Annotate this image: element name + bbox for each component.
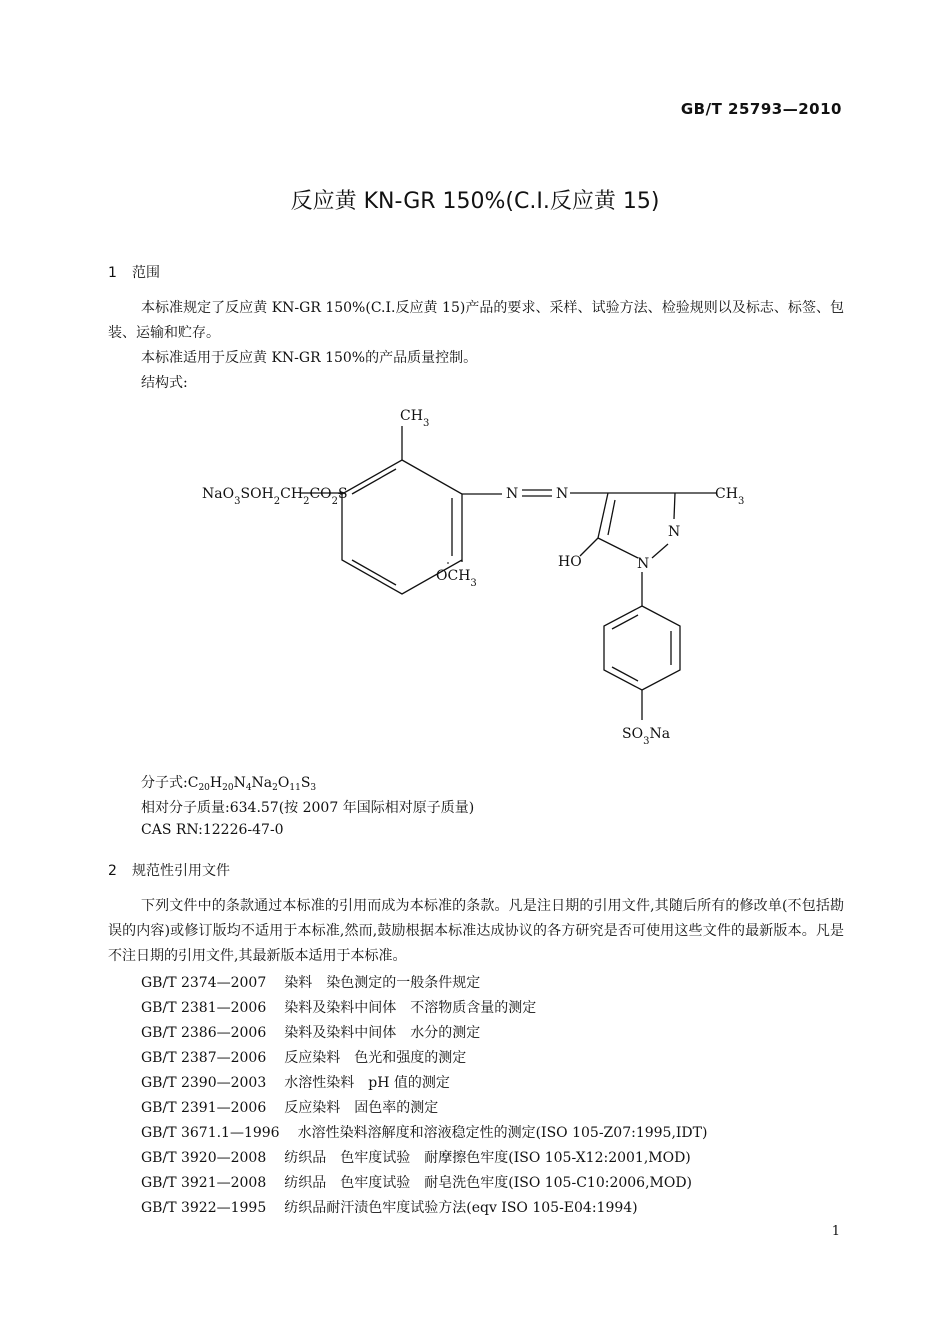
reference-title: 纺织品耐汗渍色牢度试验方法(eqv ISO 105-E04:1994): [284, 1200, 638, 1216]
section-2-heading: [108, 860, 230, 880]
section-number: 1: [108, 265, 117, 281]
references-intro: 下列文件中的条款通过本标准的引用而成为本标准的条款。凡是注日期的引用文件,其随后所有的修改单(不包括勘误的内容)或修订版均不适用于本标准,然而,鼓励根据本标准达成协议的各方研究是否可使用这些文件的最新版本。凡是不注日期的引用文件,其最新版本适用于本标准。: [108, 898, 844, 964]
structure-label: 结构式:: [141, 375, 188, 391]
reference-title: 染料及染料中间体 水分的测定: [284, 1025, 481, 1041]
reference-row: [141, 1197, 638, 1217]
reference-row: [141, 997, 536, 1017]
reference-code: GB/T 2374—2007: [141, 975, 267, 991]
reference-row: [141, 1147, 691, 1167]
formula-element: N: [233, 775, 246, 791]
reference-title: 纺织品 色牢度试验 耐摩擦色牢度(ISO 105-X12:2001,MOD): [284, 1150, 691, 1166]
reference-code: GB/T 2387—2006: [141, 1050, 267, 1066]
reference-code: GB/T 3920—2008: [141, 1150, 267, 1166]
reference-code: GB/T 2391—2006: [141, 1100, 267, 1116]
formula-count: 2: [272, 783, 278, 793]
cas-number: CAS RN:12226-47-0: [141, 822, 284, 838]
structural-formula-diagram: [190, 398, 750, 748]
pyrazole-nitrogen-bottom: N: [637, 556, 650, 572]
scope-paragraph-2: 本标准适用于反应黄 KN-GR 150%的产品质量控制。: [141, 350, 478, 366]
reference-code: GB/T 2390—2003: [141, 1075, 267, 1091]
reference-title: 纺织品 色牢度试验 耐皂洗色牢度(ISO 105-C10:2006,MOD): [284, 1175, 693, 1191]
reference-title: 水溶性染料 pH 值的测定: [284, 1075, 450, 1091]
formula-element: S: [300, 775, 311, 791]
reference-code: GB/T 3922—1995: [141, 1200, 267, 1216]
reference-title: 染料 染色测定的一般条件规定: [284, 975, 481, 991]
reference-row: [141, 1022, 480, 1042]
reference-title: 水溶性染料溶解度和溶液稳定性的测定(ISO 105-Z07:1995,IDT): [297, 1125, 708, 1141]
formula-element: C: [187, 775, 199, 791]
pyrazole-nitrogen-right: N: [668, 524, 681, 540]
methyl-top-label: $CH_3$: [400, 408, 430, 429]
scope-paragraph-1: 本标准规定了反应黄 KN-GR 150%(C.I.反应黄 15)产品的要求、采样、试验方法、检验规则以及标志、标签、包装、运输和贮存。: [108, 300, 844, 341]
sulfonate-label: $SO_3Na$: [622, 726, 671, 747]
document-title: 反应黄 KN-GR 150%(C.I.反应黄 15): [290, 189, 660, 214]
formula-element: Na: [251, 775, 273, 791]
standard-code: GB/T 25793—2010: [680, 100, 842, 118]
reference-code: GB/T 3921—2008: [141, 1175, 267, 1191]
formula-count: 3: [310, 783, 317, 793]
methyl-right-label: $CH_3$: [715, 486, 745, 507]
reference-row: [141, 972, 480, 992]
molecular-mass: 相对分子质量:634.57(按 2007 年国际相对原子质量): [141, 800, 475, 816]
formula-element: H: [209, 775, 223, 791]
reference-title: 染料及染料中间体 不溶物质含量的测定: [284, 1000, 537, 1016]
formula-element: O: [277, 775, 290, 791]
hydroxy-label: HO: [558, 554, 582, 570]
sulfonyl-group-label: $NaO_3SOH_2CH_2CO_2S$: [202, 486, 348, 507]
reference-row: [141, 1122, 707, 1142]
reference-row: [141, 1172, 692, 1192]
formula-value: [188, 775, 316, 791]
azo-nitrogen-1: N: [506, 486, 519, 502]
methoxy-label: $OCH_3$: [436, 568, 477, 589]
reference-code: GB/T 2386—2006: [141, 1025, 267, 1041]
formula-count: 20: [222, 783, 234, 793]
reference-title: 反应染料 色光和强度的测定: [284, 1050, 467, 1066]
formula-count: 20: [198, 783, 210, 793]
section-title: 范围: [132, 265, 160, 281]
formula-label: 分子式:: [141, 775, 188, 791]
section-title: 规范性引用文件: [132, 863, 230, 879]
molecular-formula: [141, 772, 316, 793]
section-1-heading: [108, 262, 160, 282]
reference-code: GB/T 2381—2006: [141, 1000, 267, 1016]
reference-row: [141, 1097, 438, 1117]
page-number: 1: [831, 1224, 840, 1239]
benzene-ring-2: [604, 606, 680, 690]
reference-row: [141, 1072, 450, 1092]
azo-nitrogen-2: N: [556, 486, 569, 502]
section-number: 2: [108, 863, 117, 879]
reference-row: [141, 1047, 466, 1067]
formula-count: 11: [289, 783, 301, 793]
formula-count: 4: [245, 783, 252, 793]
reference-code: GB/T 3671.1—1996: [141, 1125, 280, 1141]
reference-title: 反应染料 固色率的测定: [284, 1100, 439, 1116]
